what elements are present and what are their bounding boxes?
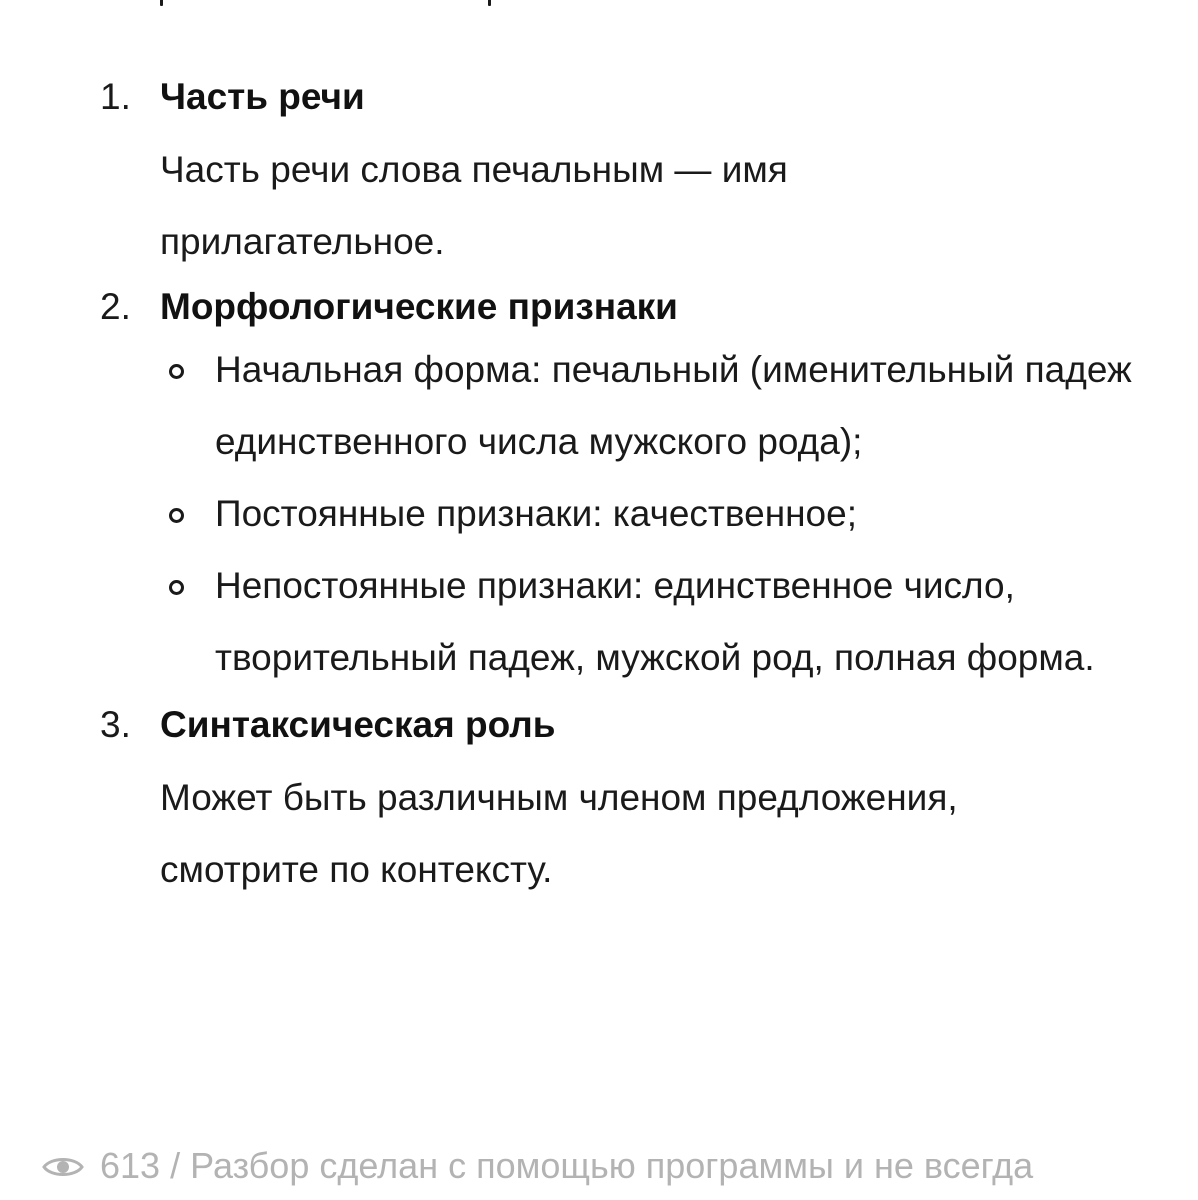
text-fragment (160, 0, 163, 6)
previous-line-cutoff (160, 0, 720, 10)
text-fragment (488, 0, 491, 6)
section-morphology (100, 280, 1160, 694)
section-title: Морфологические признаки (160, 286, 678, 327)
footer-disclaimer: Разбор сделан с помощью программы и не всегда (190, 1145, 1034, 1186)
analysis-content (100, 70, 1160, 906)
footer-separator: / (170, 1145, 181, 1186)
footer-note (42, 1140, 1198, 1192)
section-syntax (100, 698, 1160, 906)
section-number: 1. (100, 76, 131, 117)
section-number: 2. (100, 286, 131, 327)
section-title: Синтаксическая роль (160, 704, 556, 745)
section-number: 3. (100, 704, 131, 745)
list-item-text: Постоянные признаки: качественное; (215, 493, 857, 534)
section-text: Может быть различным членом предложения, смотрите по контексту. (160, 777, 958, 890)
section-text: Часть речи слова печальным — имя прилагательное. (160, 149, 788, 262)
section-title: Часть речи (160, 76, 365, 117)
list-item-text: Начальная форма: печальный (именительный падеж единственного числа мужского рода); (215, 349, 1132, 462)
list-item (215, 478, 1145, 550)
section-part-of-speech (100, 70, 1160, 278)
eye-icon (42, 1155, 84, 1179)
list-item-text: Непостоянные признаки: единственное число, творительный падеж, мужской род, полная форма. (215, 565, 1095, 678)
bullet-icon (169, 508, 184, 523)
list-item (215, 550, 1145, 694)
view-count: 613 (100, 1145, 161, 1186)
bullet-icon (169, 364, 184, 379)
bullet-icon (169, 580, 184, 595)
list-item (215, 334, 1145, 478)
morphology-list (100, 334, 1145, 694)
